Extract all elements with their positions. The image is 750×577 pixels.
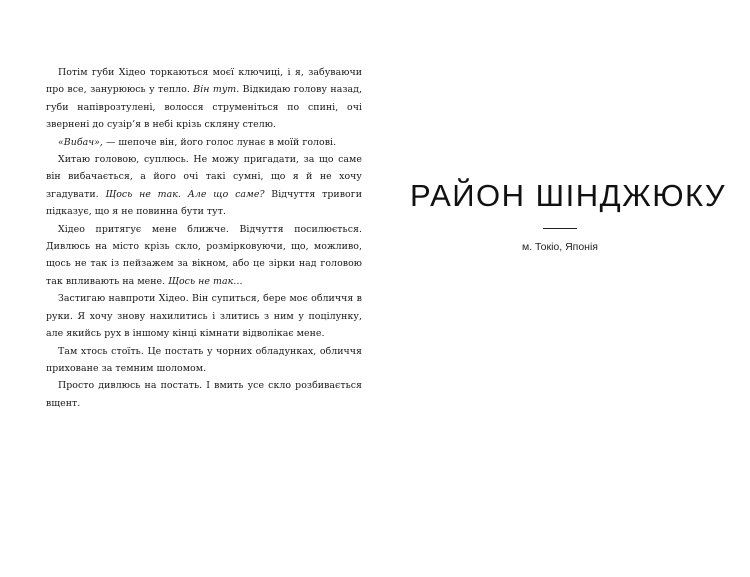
text-run: — шепоче він, його голос лунає в моїй голові. xyxy=(102,136,337,148)
body-paragraph xyxy=(46,290,362,342)
text-run: Відчуття тривоги підказує, що я не повинна бути тут. xyxy=(46,188,362,218)
right-page-chapter-opener xyxy=(410,178,727,253)
chapter-location: м. Токіо, Японія xyxy=(521,241,598,253)
body-paragraph xyxy=(46,134,362,151)
text-run: Хідео притягує мене ближче. Відчуття посилюється. Дивлюсь на місто крізь скло, розмірковуючи, що, можливо, щось не так із пейзажем за вікном, або це зірки над головою так впливають на мене. xyxy=(46,223,362,287)
body-paragraph xyxy=(46,151,362,221)
text-run: Просто дивлюсь на постать. І вмить усе скло розбивається вщент. xyxy=(46,380,362,409)
text-run: Застигаю навпроти Хідео. Він супиться, бере моє обличчя в руки. Я хочу знову нахилитись і злитись з ним у поцілунку, але якийсь рух в іншому кінці кімнати відволікає мене. xyxy=(46,293,362,340)
left-page-text xyxy=(46,64,362,412)
italic-run: Щось не так… xyxy=(168,275,243,287)
title-divider xyxy=(543,228,577,229)
body-paragraph xyxy=(46,221,362,291)
text-run: Потім губи Хідео торкаються моєї ключиці, і я, забуваючи про все, занурююсь у тепло. xyxy=(46,67,362,96)
text-run: Хитаю головою, суплюсь. Не можу пригадати, за що саме він вибачається, а його очі такі сумні, що я й не хочу згадувати. xyxy=(46,154,362,200)
text-run: Відкидаю голову назад, губи напіврозтулені, волосся струменіться по спині, очі звернені до сузір’я в небі крізь скляну стелю. xyxy=(46,84,362,131)
text-run: Там хтось стоїть. Це постать у чорних обладунках, обличчя приховане за темним шоломом. xyxy=(46,345,362,374)
body-paragraph xyxy=(46,64,362,134)
body-paragraph xyxy=(46,377,362,412)
italic-run: Він тут. xyxy=(193,84,240,96)
body-paragraph xyxy=(46,343,362,378)
chapter-title: РАЙОН ШІНДЖЮКУ xyxy=(410,178,727,213)
italic-run: Щось не так. Але що саме? xyxy=(105,188,265,200)
italic-run: «Вибач», xyxy=(58,136,103,148)
